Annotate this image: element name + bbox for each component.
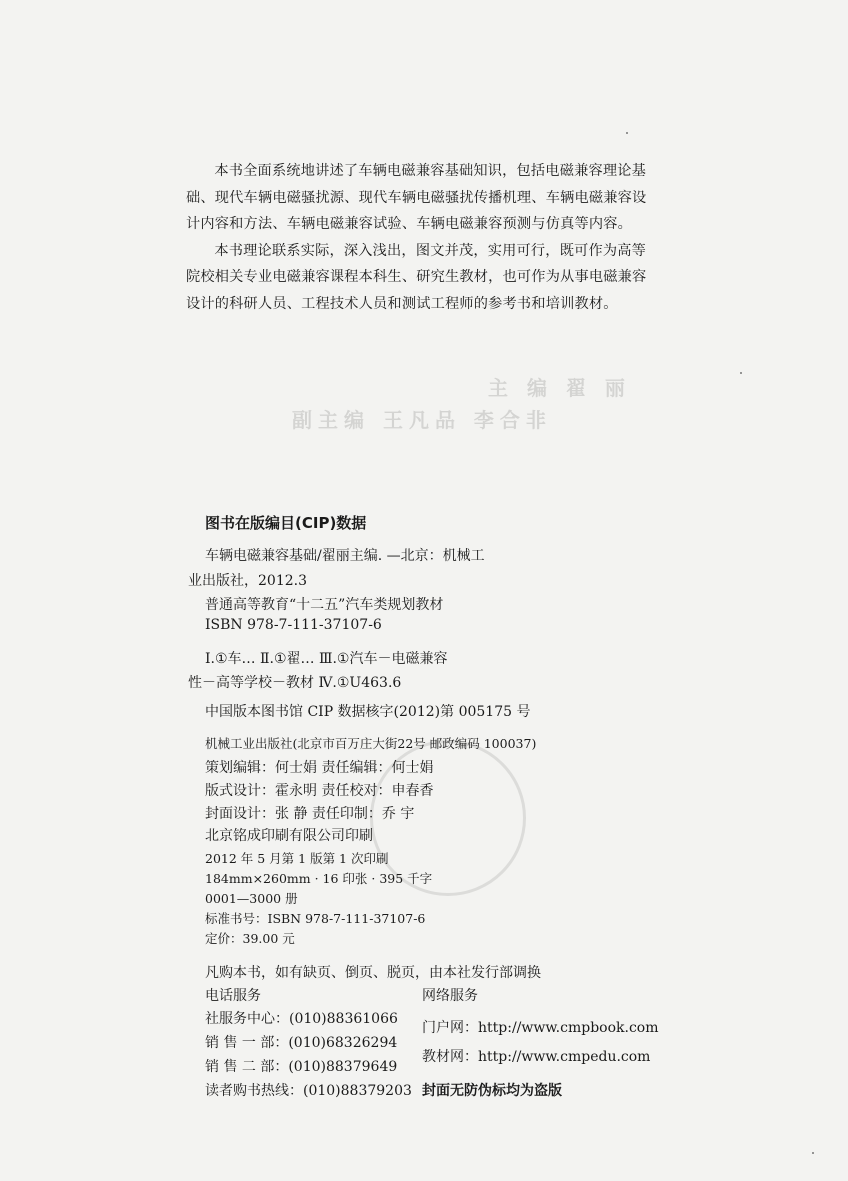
scan-speck bbox=[626, 132, 628, 134]
bleed-through-editor-line: 主 编 翟 丽 bbox=[488, 376, 631, 400]
print-edition: 2012 年 5 月第 1 版第 1 次印刷 bbox=[205, 851, 389, 866]
phone-reader-hotline: 读者购书热线：(010)88379203 bbox=[205, 1083, 412, 1099]
cip-isbn: ISBN 978-7-111-37107-6 bbox=[205, 617, 382, 633]
phone-sales-1: 销 售 一 部：(010)68326294 bbox=[205, 1035, 398, 1051]
cip-title: 图书在版编目(CIP)数据 bbox=[205, 514, 367, 532]
book-description bbox=[186, 158, 656, 317]
description-paragraph-1: 本书全面系统地讲述了车辆电磁兼容基础知识，包括电磁兼容理论基础、现代车辆电磁骚扰源、现代车辆电磁骚扰传播机理、车辆电磁兼容设计内容和方法、车辆电磁兼容试验、车辆电磁兼容预测与仿真等内容。 bbox=[186, 163, 647, 232]
anti-counterfeit-notice: 封面无防伪标均为盗版 bbox=[422, 1083, 562, 1099]
bleed-through-associate-editor-line: 副主编 王凡品 李合非 bbox=[292, 408, 552, 432]
cip-line-6: 性－高等学校－教材 Ⅳ.①U463.6 bbox=[188, 675, 402, 691]
format-info: 184mm×260mm · 16 印张 · 395 千字 bbox=[205, 871, 433, 886]
cip-line-3: 普通高等教育“十二五”汽车类规划教材 bbox=[205, 597, 444, 613]
phone-sales-2: 销 售 二 部：(010)88379649 bbox=[205, 1059, 398, 1075]
description-paragraph-2: 本书理论联系实际，深入浅出，图文并茂，实用可行，既可作为高等院校相关专业电磁兼容课程本科生、研究生教材，也可作为从事电磁兼容设计的科研人员、工程技术人员和测试工程师的参考书和培训教材。 bbox=[186, 242, 647, 312]
layout-design: 版式设计：霍永明 责任校对：申春香 bbox=[205, 783, 434, 799]
price: 定价：39.00 元 bbox=[205, 931, 295, 946]
scan-speck bbox=[812, 1152, 814, 1154]
textbook-website[interactable]: 教材网：http://www.cmpedu.com bbox=[422, 1049, 651, 1065]
publisher-address: 机械工业出版社(北京市百万庄大街22号 邮政编码 100037) bbox=[205, 736, 537, 751]
cip-record-number: 中国版本图书馆 CIP 数据核字(2012)第 005175 号 bbox=[205, 704, 531, 720]
portal-website[interactable]: 门户网：http://www.cmpbook.com bbox=[422, 1020, 659, 1036]
cip-line-2: 业出版社，2012.3 bbox=[188, 573, 307, 589]
standard-book-number: 标准书号：ISBN 978-7-111-37107-6 bbox=[205, 911, 426, 926]
cip-line-1: 车辆电磁兼容基础/翟丽主编. —北京：机械工 bbox=[205, 548, 485, 564]
network-service-header: 网络服务 bbox=[422, 988, 478, 1004]
cover-design: 封面设计：张 静 责任印制：乔 宇 bbox=[205, 806, 415, 822]
print-run: 0001—3000 册 bbox=[205, 891, 298, 906]
cip-line-5: Ⅰ.①车… Ⅱ.①翟… Ⅲ.①汽车－电磁兼容 bbox=[205, 651, 448, 667]
scan-speck bbox=[740, 372, 742, 374]
return-notice: 凡购本书，如有缺页、倒页、脱页，由本社发行部调换 bbox=[205, 965, 541, 981]
planning-editor: 策划编辑：何士娟 责任编辑：何士娟 bbox=[205, 760, 434, 776]
printer: 北京铭成印刷有限公司印刷 bbox=[205, 828, 373, 844]
phone-service-header: 电话服务 bbox=[205, 988, 261, 1004]
phone-service-center: 社服务中心：(010)88361066 bbox=[205, 1011, 398, 1027]
